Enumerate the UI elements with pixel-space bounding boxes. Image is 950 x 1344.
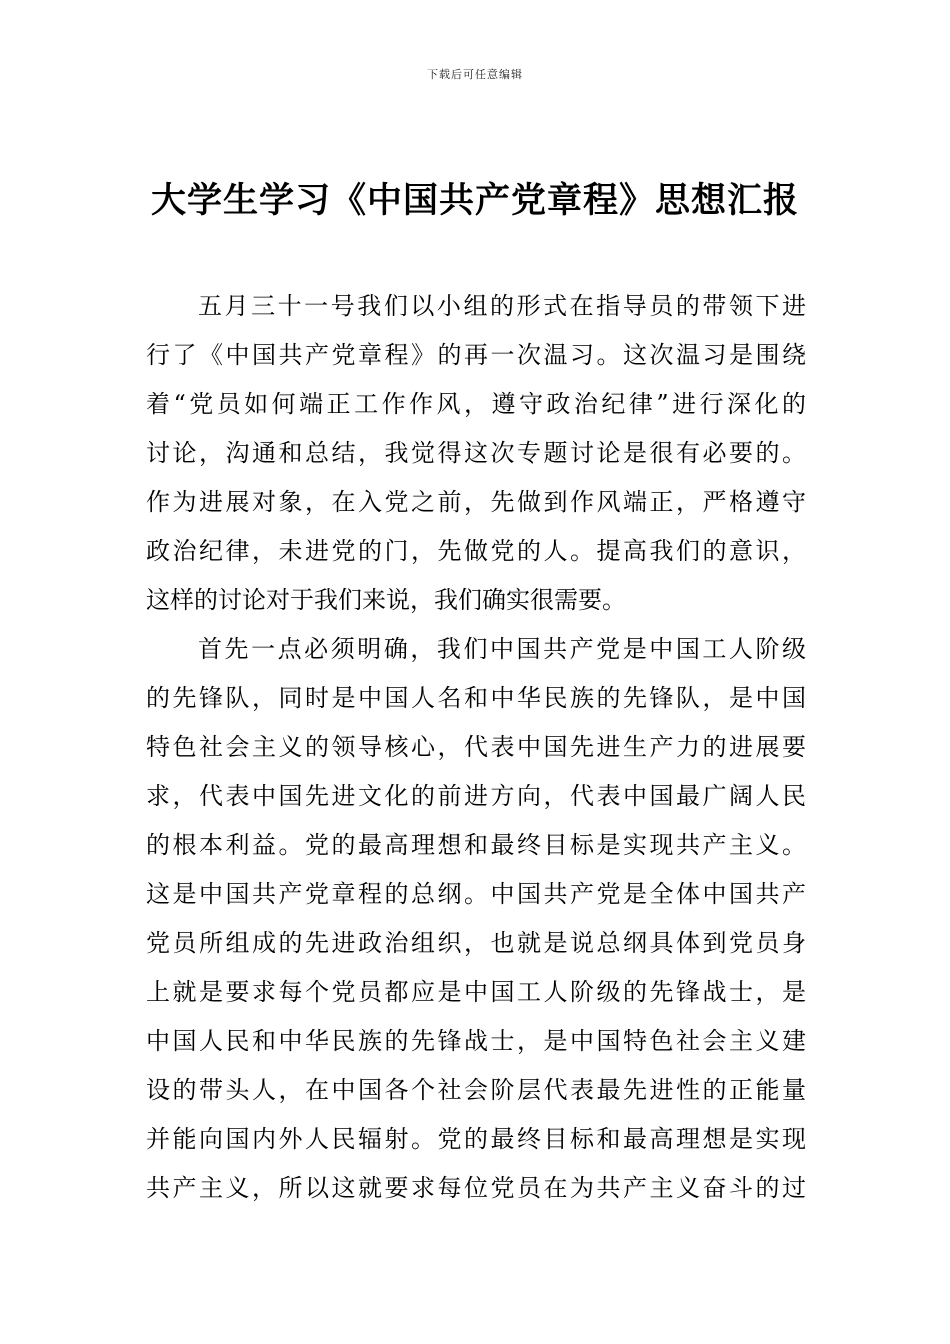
paragraph-2-line-10: 设的带头人，在中国各个社会阶层代表最先进性的正能量 xyxy=(146,1076,806,1104)
paragraph-1-line-3: 着“党员如何端正工作作风，遵守政治纪律”进行深化的 xyxy=(146,390,806,418)
document-title: 大学生学习《中国共产党章程》思想汇报 xyxy=(150,180,799,221)
paragraph-2-line-1: 首先一点必须明确，我们中国共产党是中国工人阶级 xyxy=(198,635,806,663)
paragraph-1-line-2: 行了《中国共产党章程》的再一次温习。这次温习是围绕 xyxy=(146,341,806,369)
paragraph-1-line-6: 政治纪律，未进党的门，先做党的人。提高我们的意识， xyxy=(146,537,806,565)
page-header-note: 下载后可任意编辑 xyxy=(427,68,523,81)
paragraph-2-line-2: 的先锋队，同时是中国人名和中华民族的先锋队，是中国 xyxy=(146,684,806,712)
paragraph-2-line-11: 并能向国内外人民辐射。党的最终目标和最高理想是实现 xyxy=(146,1125,806,1153)
paragraph-2-line-12: 共产主义，所以这就要求每位党员在为共产主义奋斗的过 xyxy=(146,1174,806,1202)
paragraph-1-line-7: 这样的讨论对于我们来说，我们确实很需要。 xyxy=(146,586,626,614)
paragraph-2-line-5: 的根本利益。党的最高理想和最终目标是实现共产主义。 xyxy=(146,831,806,859)
document-body xyxy=(146,282,806,1213)
paragraph-2-line-9: 中国人民和中华民族的先锋战士，是中国特色社会主义建 xyxy=(146,1027,806,1055)
paragraph-2-line-7: 党员所组成的先进政治组织，也就是说总纲具体到党员身 xyxy=(146,929,806,957)
paragraph-2-line-3: 特色社会主义的领导核心，代表中国先进生产力的进展要 xyxy=(146,733,806,761)
paragraph-2-line-4: 求，代表中国先进文化的前进方向，代表中国最广阔人民 xyxy=(146,782,806,810)
paragraph-1-line-4: 讨论，沟通和总结，我觉得这次专题讨论是很有必要的。 xyxy=(146,439,806,467)
paragraph-1-line-1: 五月三十一号我们以小组的形式在指导员的带领下进 xyxy=(198,292,806,320)
paragraph-1-line-5: 作为进展对象，在入党之前，先做到作风端正，严格遵守 xyxy=(146,488,806,516)
paragraph-2-line-8: 上就是要求每个党员都应是中国工人阶级的先锋战士，是 xyxy=(146,978,806,1006)
paragraph-2-line-6: 这是中国共产党章程的总纲。中国共产党是全体中国共产 xyxy=(146,880,806,908)
